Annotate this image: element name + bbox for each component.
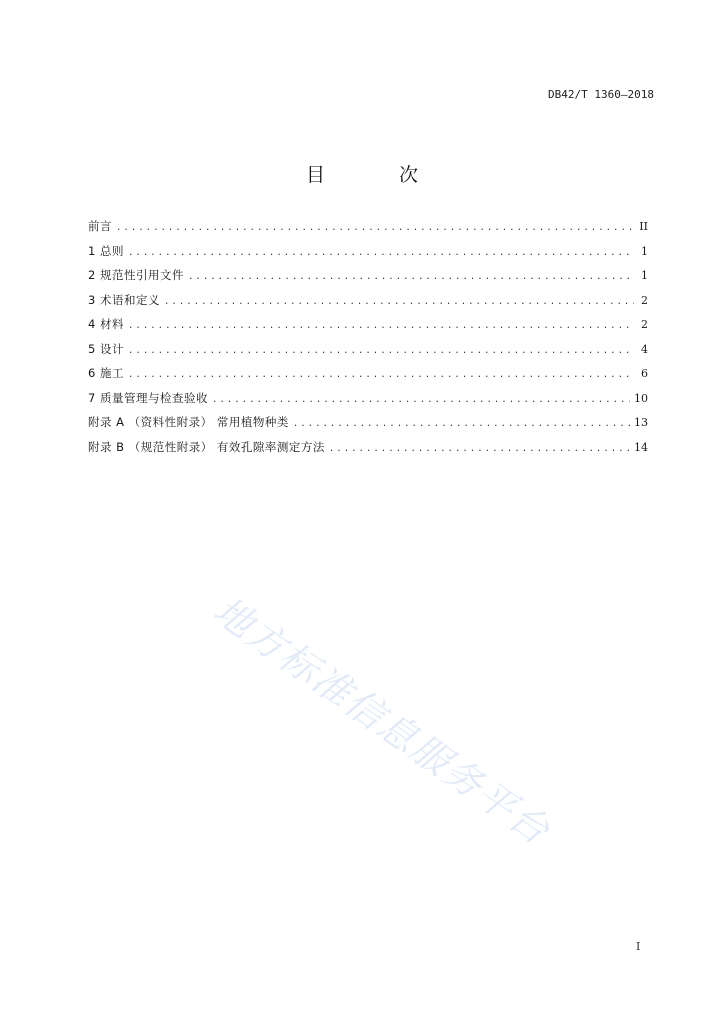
- toc-entry-general[interactable]: [88, 243, 648, 268]
- toc-entry-construction[interactable]: [88, 365, 648, 390]
- toc-entry-label: 1 总则: [88, 243, 124, 258]
- dot-leader: [128, 248, 634, 258]
- dot-leader: [293, 419, 630, 429]
- dot-leader: [116, 223, 634, 233]
- page-title: 目 次: [305, 164, 453, 186]
- toc-entry-label: 6 施工: [88, 366, 124, 380]
- toc-entry-appendix-a[interactable]: [88, 414, 648, 439]
- toc-entry-page: 1: [641, 244, 648, 258]
- toc-entry-quality-inspection[interactable]: [88, 390, 648, 415]
- dot-leader: [128, 346, 634, 356]
- toc-entry-page: II: [639, 220, 648, 233]
- toc-entry-page: 4: [641, 342, 648, 356]
- toc-entry-foreword[interactable]: [88, 218, 648, 243]
- toc-entry-page: 2: [641, 318, 648, 331]
- toc-entry-page: 2: [641, 293, 648, 307]
- page-number: I: [636, 940, 641, 953]
- toc-entry-label: 5 设计: [88, 341, 124, 356]
- toc-entry-page: 10: [634, 391, 648, 405]
- toc-entry-label: 4 材料: [88, 317, 124, 331]
- dot-leader: [212, 395, 630, 405]
- toc-entry-label: 2 规范性引用文件: [88, 268, 184, 282]
- toc-entry-page: 13: [634, 416, 648, 429]
- toc-entry-normative-references[interactable]: [88, 267, 648, 292]
- toc-entry-page: 1: [641, 269, 648, 282]
- toc-entry-page: 14: [634, 440, 648, 454]
- toc-entry-appendix-b[interactable]: [88, 439, 648, 464]
- toc-entry-terms-definitions[interactable]: [88, 292, 648, 317]
- toc-entry-materials[interactable]: [88, 316, 648, 341]
- toc-entry-label: 前言: [88, 219, 112, 233]
- document-code: DB42/T 1360—2018: [548, 88, 654, 101]
- toc-entry-design[interactable]: [88, 341, 648, 366]
- toc-entry-page: 6: [641, 367, 648, 380]
- dot-leader: [164, 297, 634, 307]
- dot-leader: [329, 444, 630, 454]
- dot-leader: [188, 272, 634, 282]
- dot-leader: [128, 370, 634, 380]
- toc-entry-label: 附录 A （资料性附录） 常用植物种类: [88, 415, 289, 429]
- watermark: 地方标准信息服务平台: [205, 588, 559, 854]
- toc-entry-label: 附录 B （规范性附录） 有效孔隙率测定方法: [88, 439, 325, 454]
- toc-entry-label: 7 质量管理与检查验收: [88, 390, 208, 405]
- table-of-contents: [88, 218, 648, 463]
- toc-entry-label: 3 术语和定义: [88, 292, 160, 307]
- dot-leader: [128, 321, 634, 331]
